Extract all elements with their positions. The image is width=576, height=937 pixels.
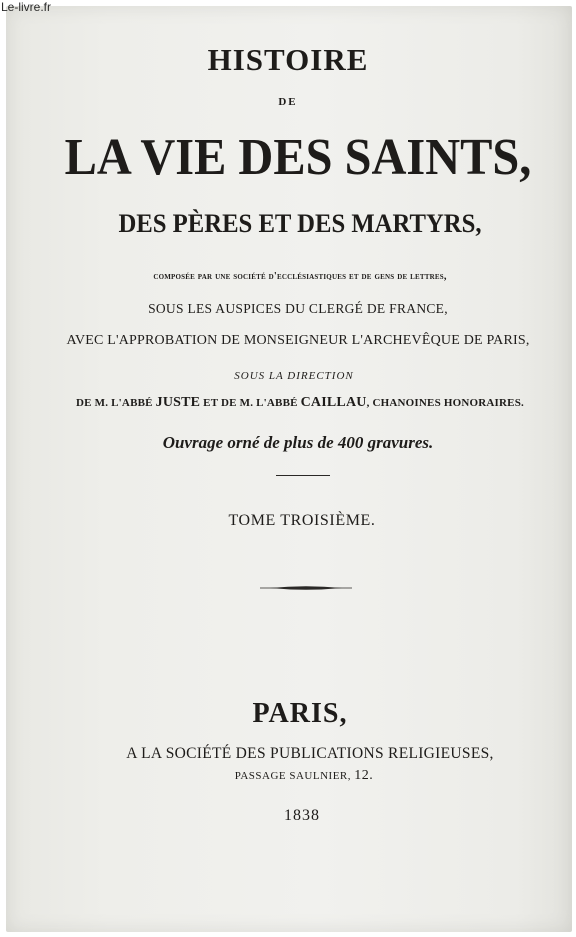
editor-name-juste: JUSTE (155, 395, 201, 410)
auspices-line: SOUS LES AUSPICES DU CLERGÉ DE FRANCE, (148, 301, 448, 316)
editors-prefix: DE M. L'ABBÉ (76, 397, 156, 409)
imprint-place: PARIS, (252, 698, 348, 729)
imprint-number: 12. (354, 768, 374, 783)
approbation-line: AVEC L'APPROBATION DE MONSEIGNEUR L'ARCHEVÊQUE DE PARIS, (66, 333, 530, 348)
direction-line: SOUS LA DIRECTION (234, 370, 354, 382)
imprint-publisher: A LA SOCIÉTÉ DES PUBLICATIONS RELIGIEUSES, (126, 745, 494, 762)
title-vie-des-saints: LA VIE DES SAINTS, (64, 129, 532, 186)
imprint-year: 1838 (284, 807, 320, 824)
composition-line: composée par une société d'ecclésiastiques et de gens de lettres, (153, 271, 447, 282)
imprint-street: PASSAGE SAULNIER, (234, 770, 355, 782)
title-de: DE (278, 96, 298, 108)
gravures-line: Ouvrage orné de plus de 400 gravures. (162, 433, 434, 452)
editors-suffix: , CHANOINES HONORAIRES. (366, 397, 524, 409)
editor-name-caillau: CAILLAU (300, 395, 367, 410)
imprint-address (16, 769, 576, 783)
tome-line: TOME TROISIÈME. (228, 512, 376, 529)
title-peres-martyrs: DES PÈRES ET DES MARTYRS, (118, 209, 482, 238)
watermark-logo: Le-livre.fr (1, 0, 52, 14)
ornament-divider (260, 584, 352, 592)
divider-short (276, 475, 330, 476)
editors-line (12, 396, 576, 410)
title-histoire: HISTOIRE (207, 42, 369, 77)
editors-middle: ET DE M. L'ABBÉ (200, 397, 301, 409)
